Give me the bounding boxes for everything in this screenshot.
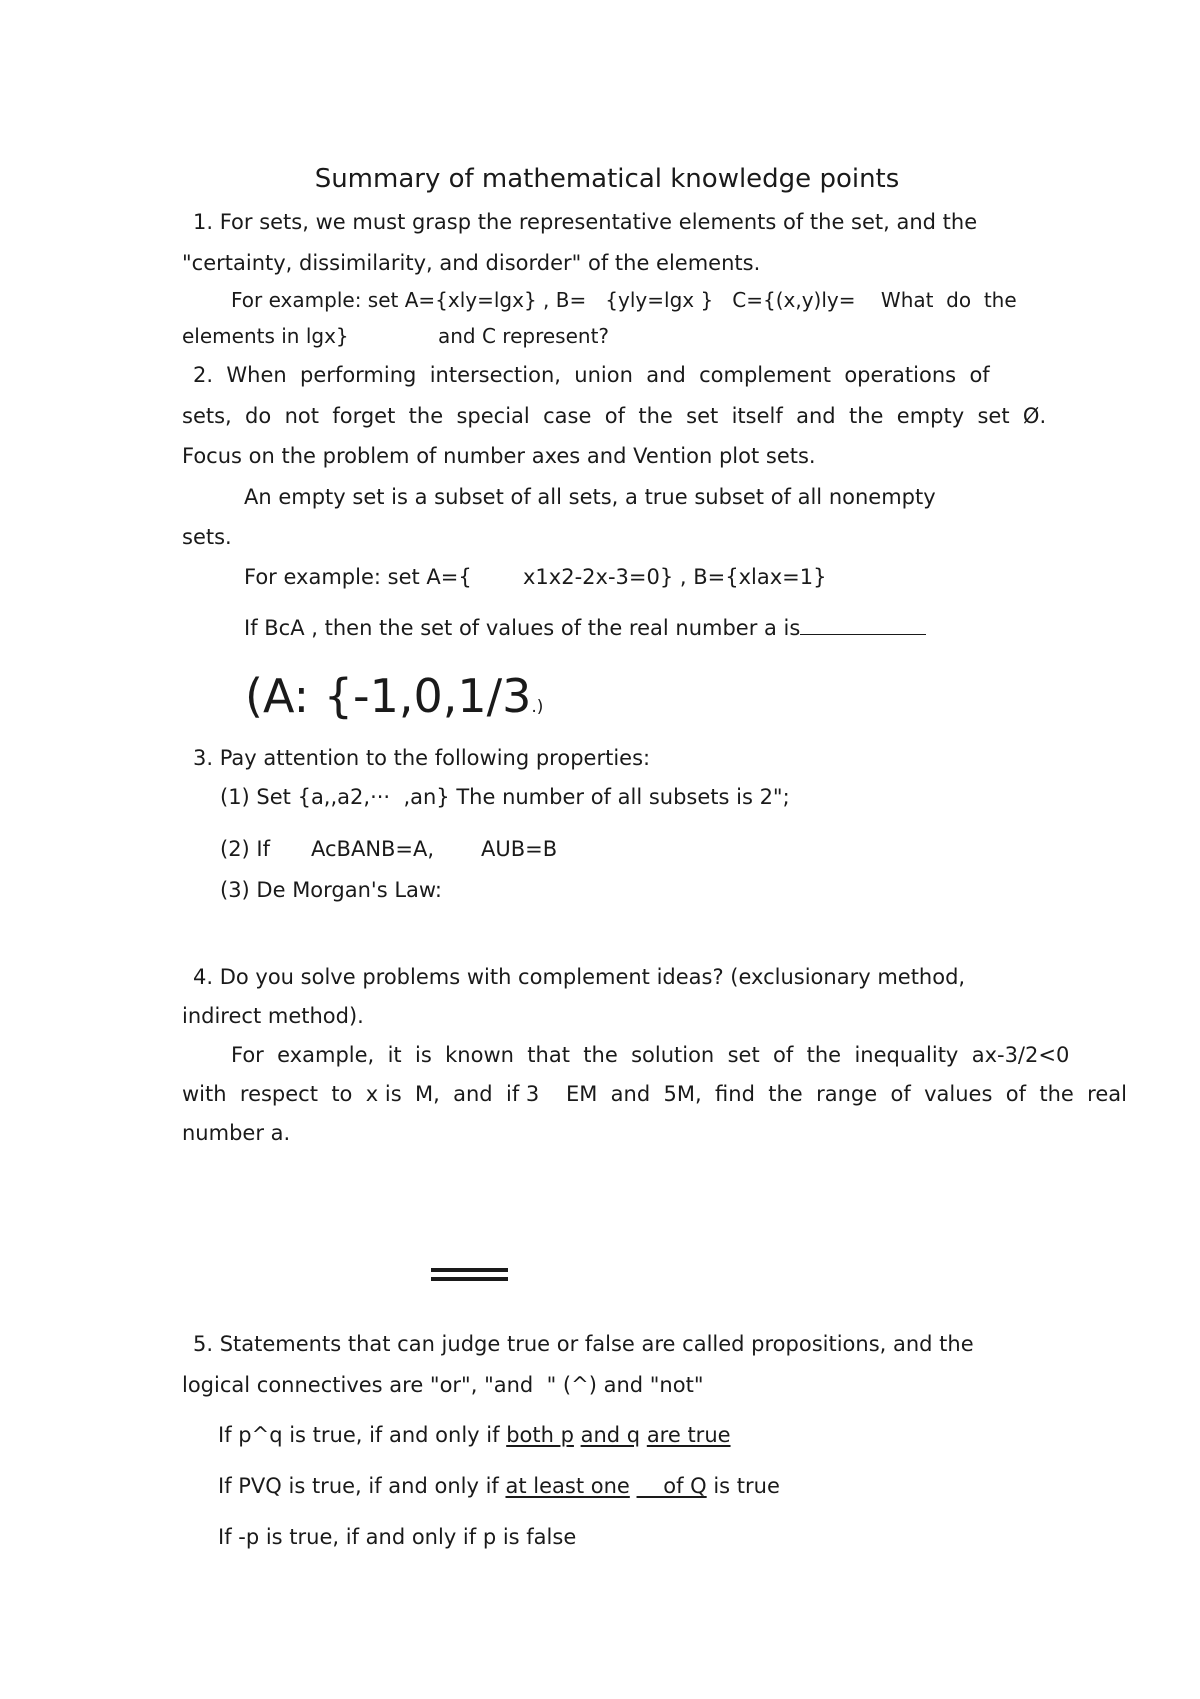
- p2-line-2: sets, do not forget the special case of the set itself and the empty set Ø.: [182, 404, 1047, 428]
- p5-rule-or: [218, 1472, 780, 1500]
- p1-example-line-2b: and C represent?: [438, 324, 610, 348]
- p5-line-2: logical connectives are "or", "and " (^) and "not": [182, 1373, 704, 1397]
- p2-statement-1: An empty set is a subset of all sets, a true subset of all nonempty: [244, 485, 936, 509]
- p5-rule-and: [218, 1421, 731, 1449]
- p2-line-3: Focus on the problem of number axes and Vention plot sets.: [182, 444, 816, 468]
- p3-item-2b: AcBANB=A,: [311, 837, 435, 861]
- p5-rule-and-underline-3: are true: [646, 1423, 731, 1447]
- p5-rule-not: If -p is true, if and only if p is false: [218, 1525, 577, 1549]
- p4-example-1: For example, it is known that the solution set of the inequality ax-3/2<0: [231, 1043, 1070, 1067]
- p1-example-line-1: For example: set A={xly=lgx} , B= {yly=lgx } C={(x,y)ly= What do the: [231, 288, 1017, 312]
- p5-rule-or-underline-2: of Q: [636, 1474, 707, 1498]
- p2-example-2-text: If BcA , then the set of values of the real number a is: [244, 616, 801, 640]
- p1-example-line-2a: elements in lgx}: [182, 324, 349, 348]
- p1-line-1: 1. For sets, we must grasp the representative elements of the set, and the: [193, 210, 978, 234]
- answer-tail: .): [531, 697, 544, 717]
- p3-line-1: 3. Pay attention to the following properties:: [193, 746, 651, 770]
- p5-rule-and-underline-2: and q: [580, 1423, 641, 1447]
- p5-line-1: 5. Statements that can judge true or false are called propositions, and the: [193, 1332, 974, 1356]
- p3-item-1: (1) Set {a,,a2,··· ,an} The number of all subsets is 2";: [220, 785, 790, 809]
- p4-example-3: number a.: [182, 1121, 291, 1145]
- p5-rule-or-underline-1: at least one: [505, 1474, 630, 1498]
- p4-example-2: with respect to x is M, and if 3 EM and 5M, find the range of values of the real: [182, 1082, 1127, 1106]
- p5-rule-and-text: If p^q is true, if and only if: [218, 1423, 507, 1447]
- p2-example-2: [244, 614, 926, 642]
- p2-line-1: 2. When performing intersection, union and complement operations of: [193, 363, 990, 387]
- p3-item-2a: (2) If: [220, 837, 271, 861]
- p5-rule-or-tail: is true: [706, 1474, 780, 1498]
- p2-example-1b: x1x2-2x-3=0} , B={xlax=1}: [523, 565, 827, 589]
- p1-line-2: "certainty, dissimilarity, and disorder" of the elements.: [182, 251, 761, 275]
- answer-blank: [800, 616, 926, 635]
- p5-rule-and-underline-1: both p: [506, 1423, 574, 1447]
- p4-line-2: indirect method).: [182, 1004, 364, 1028]
- p4-line-1: 4. Do you solve problems with complement ideas? (exclusionary method,: [193, 965, 966, 989]
- document-title: Summary of mathematical knowledge points: [314, 164, 900, 194]
- p3-item-3: (3) De Morgan's Law:: [220, 878, 442, 902]
- p2-statement-2: sets.: [182, 525, 232, 549]
- answer-expression: [245, 668, 543, 735]
- double-rule-divider: [431, 1268, 508, 1281]
- answer-main: (A: {-1,0,1/3: [245, 669, 532, 723]
- p3-item-2c: AUB=B: [481, 837, 558, 861]
- p2-example-1a: For example: set A={: [244, 565, 472, 589]
- p5-rule-or-text: If PVQ is true, if and only if: [218, 1474, 506, 1498]
